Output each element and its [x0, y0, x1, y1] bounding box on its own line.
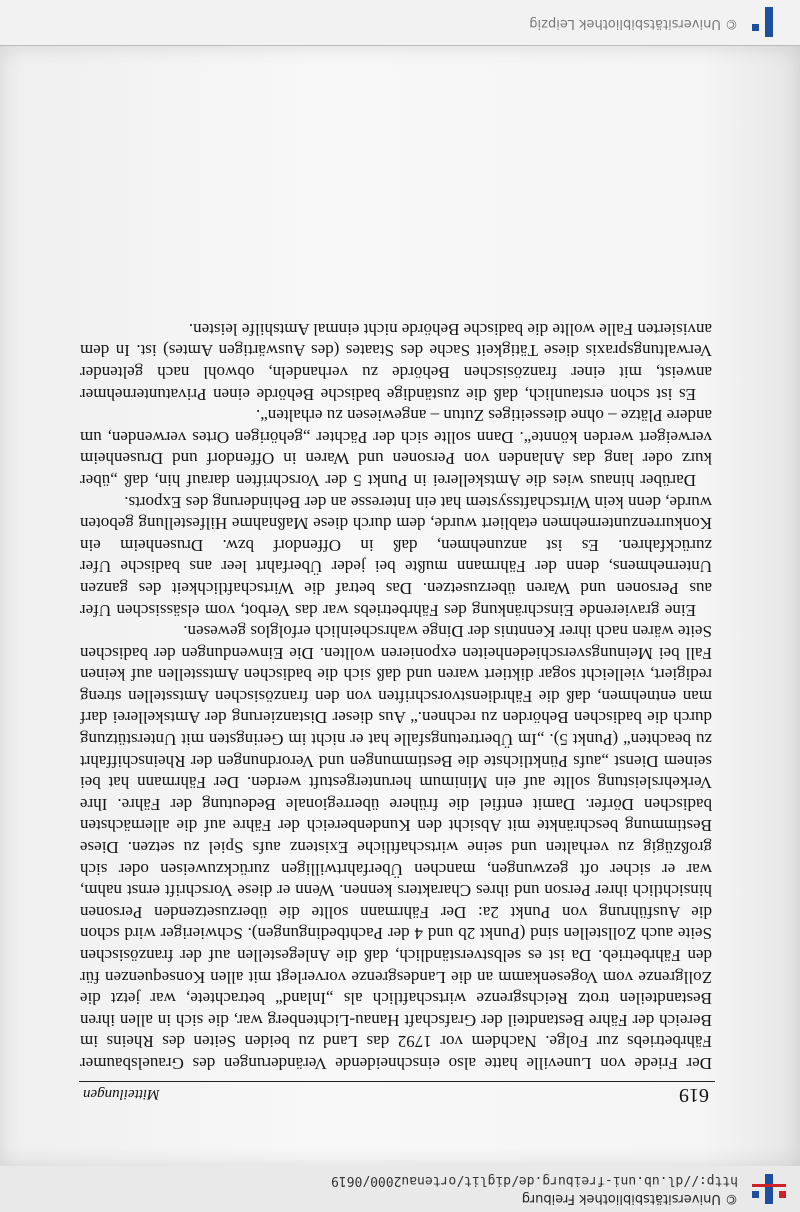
- running-head: [79, 1081, 715, 1106]
- paragraph: Es ist schon erstaunlich, daß die zuständige badische Behörde einen Privatunternehmer anweist, mit einer französischen Behörde zu verhandeln, obwohl nach geltender Verwaltungspraxis diese Tätigkeit Sache des Staates (des Auswärtigen Amtes) ist. In dem anvisierten Falle wollte die badische Behörde nicht einmal Amtshilfe leisten.: [80, 319, 712, 404]
- running-title: Mitteilungen: [83, 1086, 160, 1102]
- paragraph: Eine gravierende Einschränkung des Fährbetriebs war das Verbot, vom elsässischen Ufer aus Personen und Waren überzusetzen. Das betraf die Wirtschaftlichkeit des ganzen Unternehmens, denn der Fährmann mußte bei jeder Überfahrt leer ans badische Ufer zurückfahren. Es ist anzunehmen, daß in Offendorf bzw. Drusenheim ein Konkurrenzunternehmen etabliert wurde, dem durch diese Maßnahme Hilfestellung geboten wurde, denn kein Wirtschaftssystem hat ein Interesse an der Behinderung des Exports.: [80, 492, 712, 620]
- paragraph: Darüber hinaus wies die Amtskellerei in Punkt 5 der Vorschriften darauf hin, daß „über kurz oder lang das Anlanden von Personen und Waren in Offendorf und Drusenheim verweigert werden könnte“. Dann sollte sich der Pächter „gehörigen Ortes verwenden, um andere Plätze – ohne diesseitiges Zutun – angewiesen zu erhalten“.: [80, 406, 712, 490]
- university-logo-icon: [752, 1174, 786, 1204]
- library-credit: © Universitätsbibliothek Freiburg: [521, 1191, 738, 1206]
- library-credit: © Universitätsbibliothek Leipzig: [529, 16, 738, 31]
- page-scan: [0, 46, 800, 1166]
- viewer-footer: [0, 0, 800, 46]
- paragraph: Der Friede von Luneville hatte also einschneidende Veränderungen des Grauelsbaumer Fährbetriebs zur Folge. Nachdem vor 1792 das Land zu beiden Seiten des Rheins im Bereich der Fähre Bestandteil der Grafschaft Hanau-Lichtenberg war, die sich in allen ihren Bestandteilen trotz Reichsgrenze wirtschaftlich als „Inland“ betrachtete, war jetzt die Zollgrenze vom Vogesenkamm an die Landesgrenze vorverlegt mit allen Konsequenzen für den Fährbetrieb. Da ist es selbstverständlich, daß die Anlegestellen auf der französischen Seite auch Zollstellen sind (Punkt 2b und 4 der Pachtbedingungen). Schwieriger wird schon die Ausführung von Punkt 2a: Der Fährmann sollte die überzusetzenden Personen hinsichtlich ihrer Person und ihres Charakters kennen. Wenn er diese Vorschrift ernst nahm, war er sicher oft gezwungen, manchen Überfahrtwilligen zurückzuweisen oder sich großzügig zu verhalten und seine wirtschaftliche Existenz aufs Spiel zu setzen. Diese Bestimmung beschränkte mit Absicht den Kundenbereich der Fähre auf die allernächsten badischen Dörfer. Damit entfiel die frühere überregionale Bedeutung der Fähre. Ihre Verkehrsleistung sollte auf ein Minimum heruntergestuft werden. Der Fährmann hat bei seinem Dienst „aufs Pünktlichste die Bestimmungen und Verordnungen der Rheinschiffahrt zu beachten“ (Punkt 5). „Im Übertretungsfalle hat er nicht im Geringsten mit Unterstützung durch die badischen Behörden zu rechnen.“ Aus dieser Distanzierung der Amtskellerei darf man entnehmen, daß die Fährdienstvorschriften von den französischen Amtsstellen streng redigiert, vielleicht sogar diktiert waren und daß sich die badischen Amtsstellen auf keinen Fall bei Meinungsverschiedenheiten exponieren wollten. Die Einwendungen der badischen Seite wären nach ihrer Kenntnis der Dinge wahrscheinlich erfolglos gewesen.: [80, 622, 712, 1073]
- university-logo-icon: [752, 7, 786, 37]
- page-number: 619: [679, 1084, 709, 1106]
- viewer-header: [0, 1165, 800, 1212]
- permalink-url[interactable]: http://dl.ub.uni-freiburg.de/diglit/ortenau2000/0619: [331, 1173, 738, 1188]
- body-text: [80, 318, 712, 1074]
